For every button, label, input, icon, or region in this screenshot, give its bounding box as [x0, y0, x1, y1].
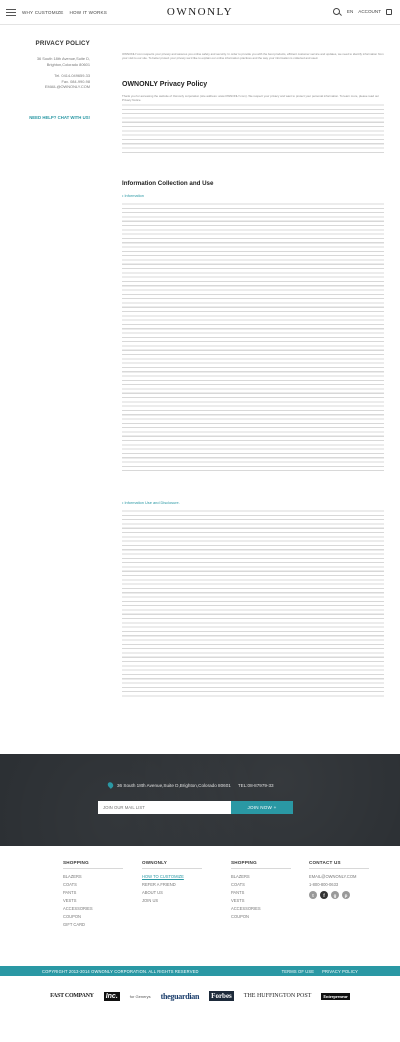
footer-col-ownonly: [142, 860, 202, 905]
information-body-text: [122, 202, 384, 472]
footer-link[interactable]: VESTS: [231, 898, 245, 903]
mail-list-input[interactable]: [98, 801, 231, 814]
privacy-content: [122, 52, 384, 699]
location-pin-icon: [107, 781, 115, 789]
policy-body-text: [122, 103, 384, 155]
footer-link[interactable]: ACCESSORIES: [231, 906, 261, 911]
join-now-button[interactable]: JOIN NOW +: [231, 801, 293, 814]
footer-link[interactable]: ACCESSORIES: [63, 906, 93, 911]
language-selector[interactable]: EN: [346, 9, 354, 14]
footer-link[interactable]: PANTS: [231, 890, 245, 895]
email-link[interactable]: EMAIL@OWNONLY.COM: [44, 84, 90, 90]
newsletter-band: [0, 754, 400, 846]
site-logo[interactable]: OWNONLY: [166, 6, 234, 18]
footer-link[interactable]: COATS: [231, 882, 245, 887]
footer-link[interactable]: JOIN US: [142, 898, 159, 903]
nav-how-it-works[interactable]: HOW IT WORKS: [69, 9, 108, 15]
nav-why-customize[interactable]: WHY CUSTOMIZE: [22, 9, 64, 15]
pinterest-icon[interactable]: p: [342, 891, 350, 899]
band-address-text: 36 South 18th Avenue,Suite D,Brighton,Colorado 80601: [117, 782, 231, 788]
footer-link[interactable]: ABOUT US: [142, 890, 163, 895]
account-link[interactable]: ACCOUNT: [358, 9, 381, 14]
press-logo-inc: Inc.: [105, 992, 118, 1000]
footer-heading: CONTACT US: [309, 860, 341, 865]
footer-link[interactable]: HOW TO CUSTOMIZE: [142, 874, 184, 879]
policy-intro: Thank you for accessing the website of Ownonly corporation (site address: www.OWNONLY.com). We respect your privacy and want to protect your personal information. To learn more, please read our Privacy Notice.: [122, 93, 380, 102]
press-logo-generys: for Generys: [129, 993, 151, 999]
privacy-link[interactable]: PRIVACY POLICY: [322, 968, 358, 974]
band-address: [108, 782, 274, 788]
phone-line: Tel. 0414-049659-33: [54, 73, 90, 79]
footer-link[interactable]: REFER A FRIEND: [142, 882, 176, 887]
subsection-use-disclosure: • Information Use and Disclosure.: [122, 500, 180, 506]
twitter-icon[interactable]: t: [309, 891, 317, 899]
footer-heading: SHOPPING: [231, 860, 257, 865]
subsection-information: • Information: [122, 193, 144, 199]
newsletter-form: [98, 801, 293, 814]
footer-link[interactable]: PANTS: [63, 890, 77, 895]
shopping-bag-icon[interactable]: [386, 9, 392, 15]
footer: [0, 846, 400, 966]
sidebar: [18, 40, 90, 90]
chat-help-link[interactable]: NEED HELP? CHAT WITH US!: [29, 115, 90, 120]
copyright-bar: [0, 966, 400, 976]
press-logo-guardian: theguardian: [160, 991, 200, 1001]
terms-link[interactable]: TERMS OF USE: [281, 968, 315, 974]
copyright-text: COPYRIGHT 2013-2014 OWNONLY CORPORATION. ALL RIGHTS RESERVED: [42, 968, 199, 974]
footer-link[interactable]: BLAZERS: [63, 874, 82, 879]
facebook-icon[interactable]: f: [320, 891, 328, 899]
press-logo-forbes: Forbes: [211, 992, 232, 1000]
google-plus-icon[interactable]: g: [331, 891, 339, 899]
contact-email-link[interactable]: EMAIL@OWNONLY.COM: [309, 874, 357, 879]
policy-heading: OWNONLY Privacy Policy: [122, 80, 208, 88]
press-logo-huffington-post: THE HUFFINGTON POST: [243, 993, 312, 999]
search-icon[interactable]: [333, 8, 340, 15]
section-heading: Information Collection and Use: [122, 180, 214, 188]
header-actions: [333, 8, 392, 15]
footer-col-contact: [309, 860, 369, 899]
header-divider: [0, 24, 400, 25]
fax-line: Fax. 084-990-98: [61, 78, 90, 84]
social-links: [309, 891, 369, 899]
press-logo-entrepreneur: Entrepreneur: [323, 993, 348, 999]
footer-link[interactable]: GIFT CARD: [63, 922, 85, 927]
contact-phone: 1-800-800-0633: [309, 882, 339, 887]
address-line: Brighton,Colorado 80601: [46, 61, 90, 67]
footer-link[interactable]: COUPON: [231, 914, 249, 919]
press-logos: [0, 983, 400, 1009]
footer-link[interactable]: VESTS: [63, 898, 77, 903]
footer-heading: OWNONLY: [142, 860, 167, 865]
band-tel: TEL:08-87979-33: [237, 782, 274, 788]
sidebar-title: PRIVACY POLICY: [35, 40, 90, 47]
menu-icon[interactable]: [6, 9, 16, 16]
press-logo-fast-company: FAST COMPANY: [50, 993, 94, 999]
footer-col-shopping: [63, 860, 123, 929]
footer-link[interactable]: BLAZERS: [231, 874, 250, 879]
use-disclosure-body-text: [122, 509, 384, 699]
footer-link[interactable]: COATS: [63, 882, 77, 887]
footer-heading: SHOPPING: [63, 860, 89, 865]
footer-col-shopping-2: [231, 860, 291, 921]
footer-link[interactable]: COUPON: [63, 914, 81, 919]
intro-paragraph: OWNONLY.com respects your privacy and assures you online safety and security. In order to provide you with the best products, efficient customer service and updates, we need to identify information from your visit to our site. To better protect your privacy we'd like to explain our online information practices and the way your information is collected and used.: [122, 52, 384, 61]
address-line: 36 South 18th Avenue,Suite D,: [36, 56, 90, 61]
